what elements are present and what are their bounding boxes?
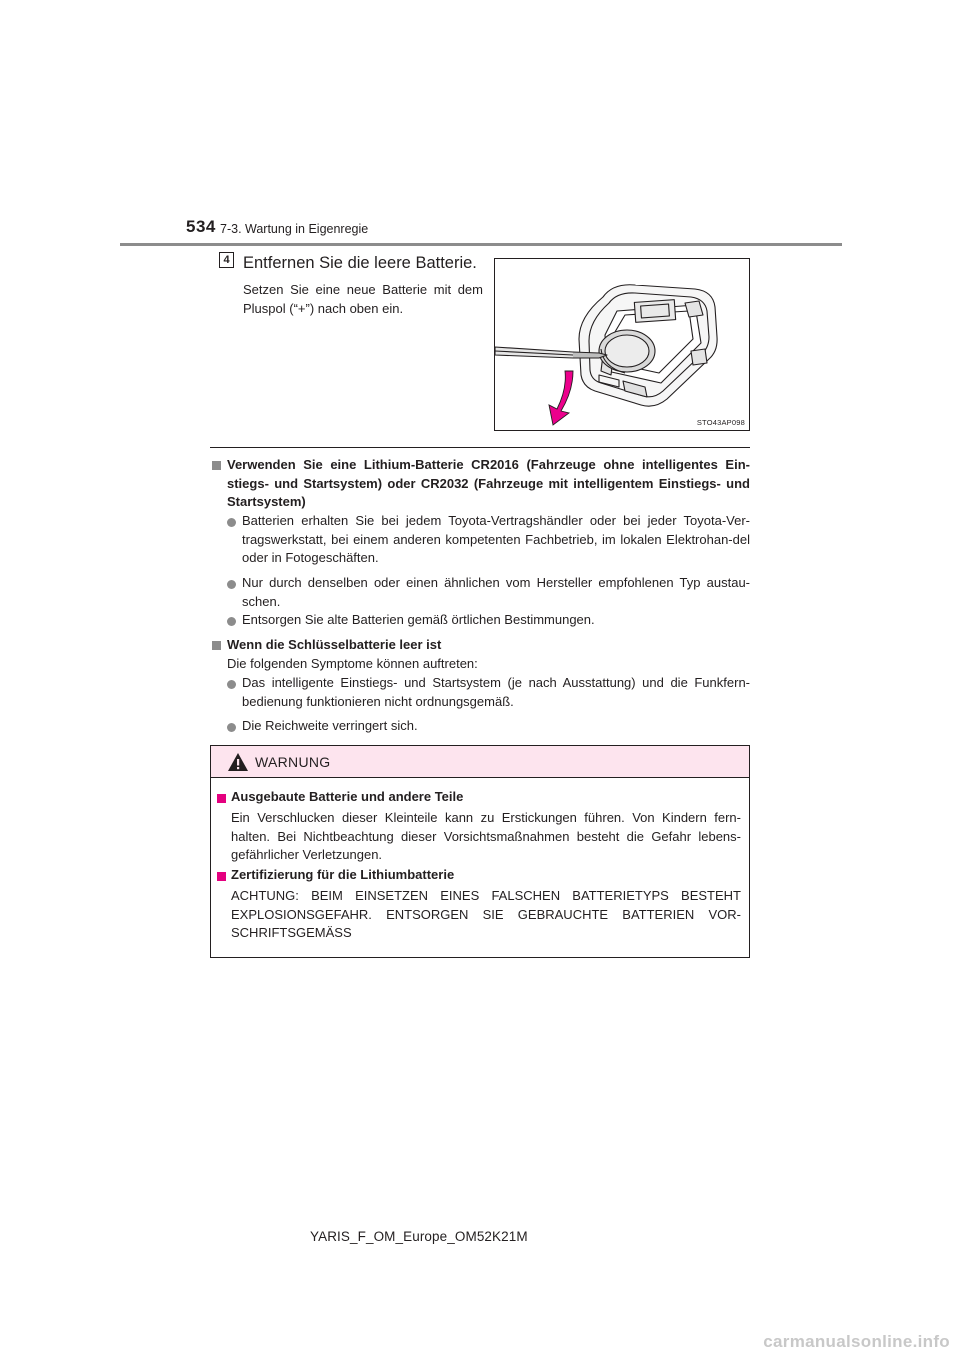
- step-number-badge: 4: [219, 252, 234, 268]
- warning-item-heading: Zertifizierung für die Lithiumbatterie: [231, 867, 455, 882]
- warning-header: [211, 746, 749, 778]
- info-bullet: Die Reichweite verringert sich.: [242, 718, 418, 733]
- page-number: 534: [186, 217, 216, 236]
- warning-item-text: Ein Verschlucken dieser Kleinteile kann zu Erstickungen führen. Von Kindern fern-halten. Bei Nichtbeachtung dieser Vorsichtsmaßnahmen besteht die Gefahr lebens-gefährlicher Verletzungen.: [231, 810, 741, 862]
- info-heading-battery-empty: Wenn die Schlüsselbatterie leer ist: [227, 637, 442, 652]
- bullet-dot: [227, 617, 236, 626]
- bullet-dot: [227, 723, 236, 732]
- figure-code: STO43AP098: [696, 418, 745, 427]
- section-divider: [210, 447, 750, 448]
- bullet-dot: [227, 580, 236, 589]
- warning-title: WARNUNG: [255, 754, 331, 770]
- header-rule: [120, 243, 842, 246]
- info-bullet: Das intelligente Einstiegs- und Startsystem (je nach Ausstattung) und die Funkfern-bedienung funktionieren nicht ordnungsgemäß.: [242, 675, 750, 709]
- battery-removal-illustration: [494, 258, 750, 431]
- bullet-dot: [227, 518, 236, 527]
- watermark: carmanualsonline.info: [763, 1332, 950, 1351]
- document-footer-code: YARIS_F_OM_Europe_OM52K21M: [310, 1229, 528, 1244]
- info-bullet: Entsorgen Sie alte Batterien gemäß örtlichen Bestimmungen.: [242, 612, 595, 627]
- info-heading-marker: [212, 641, 221, 650]
- section-title: 7-3. Wartung in Eigenregie: [220, 222, 369, 236]
- warning-box: [210, 745, 750, 958]
- info-heading-battery-type: Verwenden Sie eine Lithium-Batterie CR2016 (Fahrzeuge ohne intelligentes Ein-stiegs- und Startsystem) oder CR2032 (Fahrzeuge mit intelligentem Einstiegs- und Startsystem): [227, 457, 750, 509]
- step-title: Entfernen Sie die leere Batterie.: [243, 254, 477, 272]
- warning-triangle-icon: [227, 752, 249, 772]
- warning-item-heading: Ausgebaute Batterie und andere Teile: [231, 789, 464, 804]
- warning-item-marker: [217, 794, 226, 803]
- info-heading-marker: [212, 461, 221, 470]
- info-text: Die folgenden Symptome können auftreten:: [227, 656, 478, 671]
- key-fob-drawing: [495, 259, 749, 430]
- bullet-dot: [227, 680, 236, 689]
- info-bullet: Nur durch denselben oder einen ähnlichen vom Hersteller empfohlenen Typ austau-schen.: [242, 575, 750, 609]
- warning-item-marker: [217, 872, 226, 881]
- step-note: Setzen Sie eine neue Batterie mit dem Pluspol (“+”) nach oben ein.: [243, 282, 483, 316]
- info-bullet: Batterien erhalten Sie bei jedem Toyota-Vertragshändler oder bei jeder Toyota-Ver-tragswerkstatt, bei einem anderen kompetenten Fachbetrieb, im lokalen Elektrohan-del oder in Fotogeschäften.: [242, 513, 750, 565]
- warning-item-text: ACHTUNG: BEIM EINSETZEN EINES FALSCHEN BATTERIETYPS BESTEHT EXPLOSIONSGEFAHR. ENTSORGEN SIE GEBRAUCHTE BATTERIEN VOR-SCHRIFTSGEMÄSS: [231, 888, 741, 940]
